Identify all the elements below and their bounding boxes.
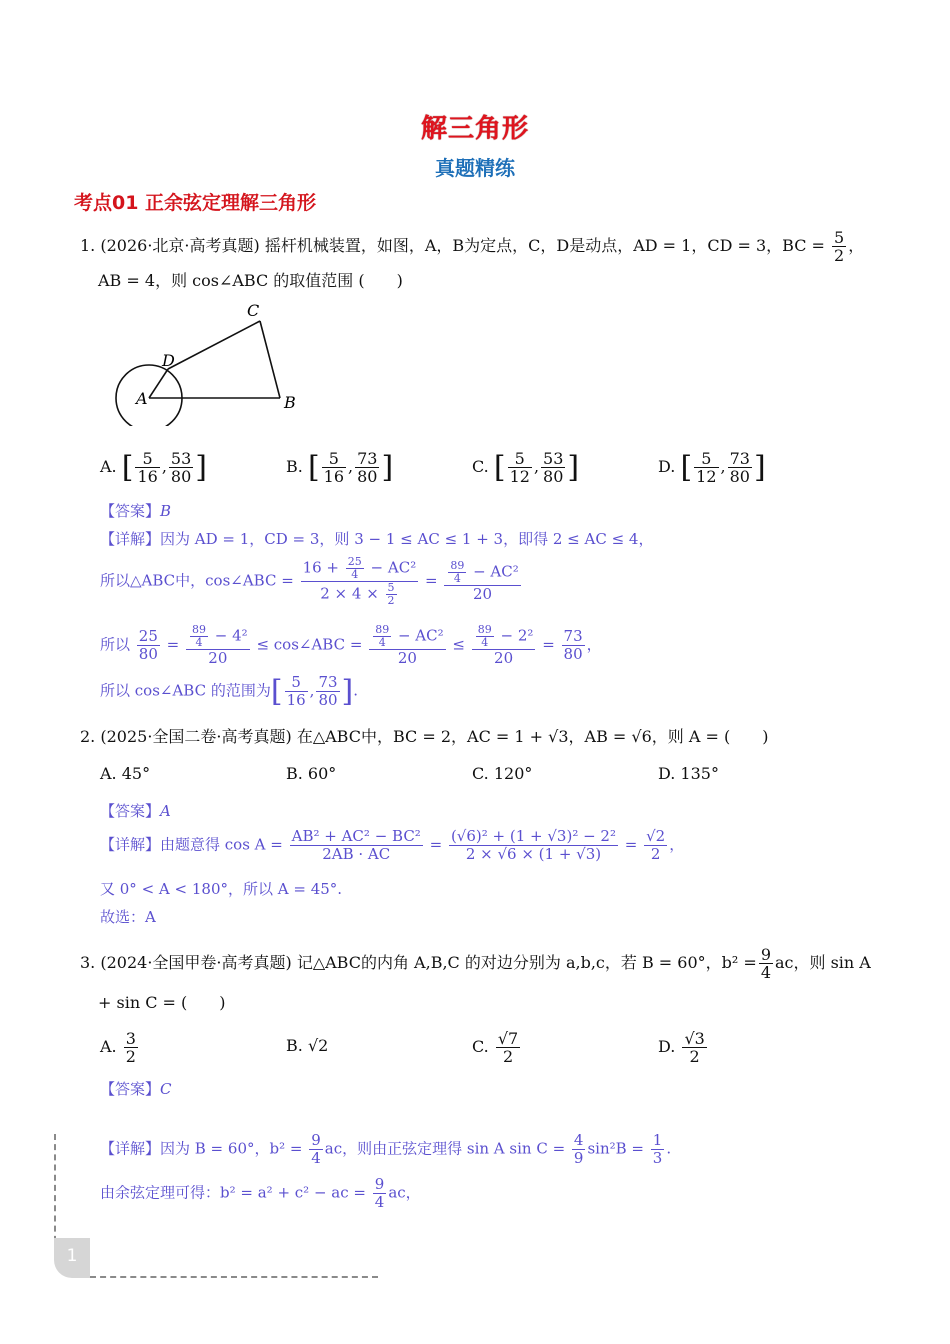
q2-detail-line3: 故选：A xyxy=(100,908,156,926)
page-margin-line xyxy=(54,1134,56,1252)
q2-detail-line2: 又 0° < A < 180°，所以 A = 45°. xyxy=(100,880,343,898)
q1-label-a: A xyxy=(136,389,148,408)
q1-option-c[interactable]: C. [ $\frac{5}{12}$ , $\frac{53}{80}$ ] xyxy=(472,449,580,486)
q3-option-b[interactable]: B. √2 xyxy=(286,1036,329,1055)
q1-detail-line2: 所以△ABC中，cos∠ABC = 16 + $\frac{25}{4}$ − AC² 2 × 4 × $\frac{5}{2}$ = $\frac{89}{4}$ − AC² 20 xyxy=(100,555,519,607)
q3-answer: 【答案】C xyxy=(100,1080,172,1098)
q1-option-d[interactable]: D. [ $\frac{5}{12}$ , $\frac{73}{80}$ ] xyxy=(658,449,766,486)
page-footer-line xyxy=(90,1276,378,1278)
q2-stem: 2. (2025·全国二卷·高考真题) 在△ABC中，BC = 2，AC = 1 + √3，AB = √6，则 A = ( ) xyxy=(80,727,769,746)
q3-option-a[interactable]: A. $\frac{3}{2}$ xyxy=(100,1029,136,1066)
q1-answer: 【答案】B xyxy=(100,502,172,520)
q3-detail-line1: 【详解】因为 B = 60°，b² = $\frac{9}{4}$ ac，则由正弦定理得 sin A sin C = $\frac{4}{9}$ sin²B = $\frac{1}{3}$ . xyxy=(100,1131,672,1167)
q1-detail-line3: 所以 $\frac{25}{80}$ = $\frac{89}{4}$ − 4² 20 ≤ cos∠ABC = $\frac{89}{4}$ − AC² 20 ≤ $\frac{89}{4}$ − 2² 20 = $\frac{73}{80}$ ， xyxy=(100,623,602,667)
page-subtitle: 真题精练 xyxy=(435,156,515,180)
q1-option-a[interactable]: A. [ $\frac{5}{16}$ , $\frac{53}{80}$ ] xyxy=(100,449,207,486)
q2-answer: 【答案】A xyxy=(100,802,171,820)
q1-detail-line4: 所以 cos∠ABC 的范围为[ $\frac{5}{16}$ , $\frac{73}{80}$ ]. xyxy=(100,673,359,709)
q2-option-a[interactable]: A. 45° xyxy=(100,764,151,783)
q1-figure xyxy=(100,296,320,426)
q3-option-d[interactable]: D. $\frac{√3}{2}$ xyxy=(658,1029,705,1066)
q3-stem-line2: + sin C = ( ) xyxy=(98,993,226,1012)
q2-option-c[interactable]: C. 120° xyxy=(472,764,533,783)
q3-detail-line2: 由余弦定理可得：b² = a² + c² − ac = $\frac{9}{4}$ ac， xyxy=(100,1175,421,1211)
q1-stem-line2: AB = 4，则 cos∠ABC 的取值范围 ( ) xyxy=(98,271,403,290)
q1-segment-dc xyxy=(168,321,260,369)
q1-segment-ad xyxy=(149,369,168,398)
q1-circle xyxy=(116,365,182,426)
q1-segment-cb xyxy=(260,321,280,398)
q2-detail-line1: 【详解】由题意得 cos A = $\frac{\text{AB² + AC² − BC²}}{2AB \cdot AC}$ = $\frac{\text{(√6)² + (1 + √3)² − 2²}}{2 \times √6 \times (1 + √3)}$ = $\frac{√2}{2}$ ， xyxy=(100,827,685,863)
page-number: 1 xyxy=(66,1246,78,1266)
q1-stem-text: 1. (2026·北京·高考真题) 摇杆机械装置，如图，A，B为定点，C，D是动点，AD = 1，CD = 3，BC = xyxy=(80,236,831,255)
q1-bc-fraction: $\frac{5}{2}$ xyxy=(834,228,845,265)
q1-label-c: C xyxy=(247,301,260,320)
q1-stem-line1: 1. (2026·北京·高考真题) 摇杆机械装置，如图，A，B为定点，C，D是动点，AD = 1，CD = 3，BC = $\frac{5}{2}$ ， xyxy=(80,228,865,265)
q3-stem-line1: 3. (2024·全国甲卷·高考真题) 记△ABC的内角 A,B,C 的对边分别为 a,b,c，若 B = 60°，b² = $\frac{9}{4}$ ac，则 sin A xyxy=(80,945,871,982)
q1-label-d: D xyxy=(162,351,175,370)
q2-option-b[interactable]: B. 60° xyxy=(286,764,337,783)
q1-detail-line1: 【详解】因为 AD = 1，CD = 3，则 3 − 1 ≤ AC ≤ 1 + 3，即得 2 ≤ AC ≤ 4， xyxy=(100,530,654,548)
section-heading: 考点01 正余弦定理解三角形 xyxy=(74,192,317,214)
q1-label-b: B xyxy=(284,393,296,412)
q1-option-b[interactable]: B. [ $\frac{5}{16}$ , $\frac{73}{80}$ ] xyxy=(286,449,394,486)
q3-option-c[interactable]: C. $\frac{√7}{2}$ xyxy=(472,1029,519,1066)
q2-option-d[interactable]: D. 135° xyxy=(658,764,719,783)
page-title: 解三角形 xyxy=(420,114,529,144)
